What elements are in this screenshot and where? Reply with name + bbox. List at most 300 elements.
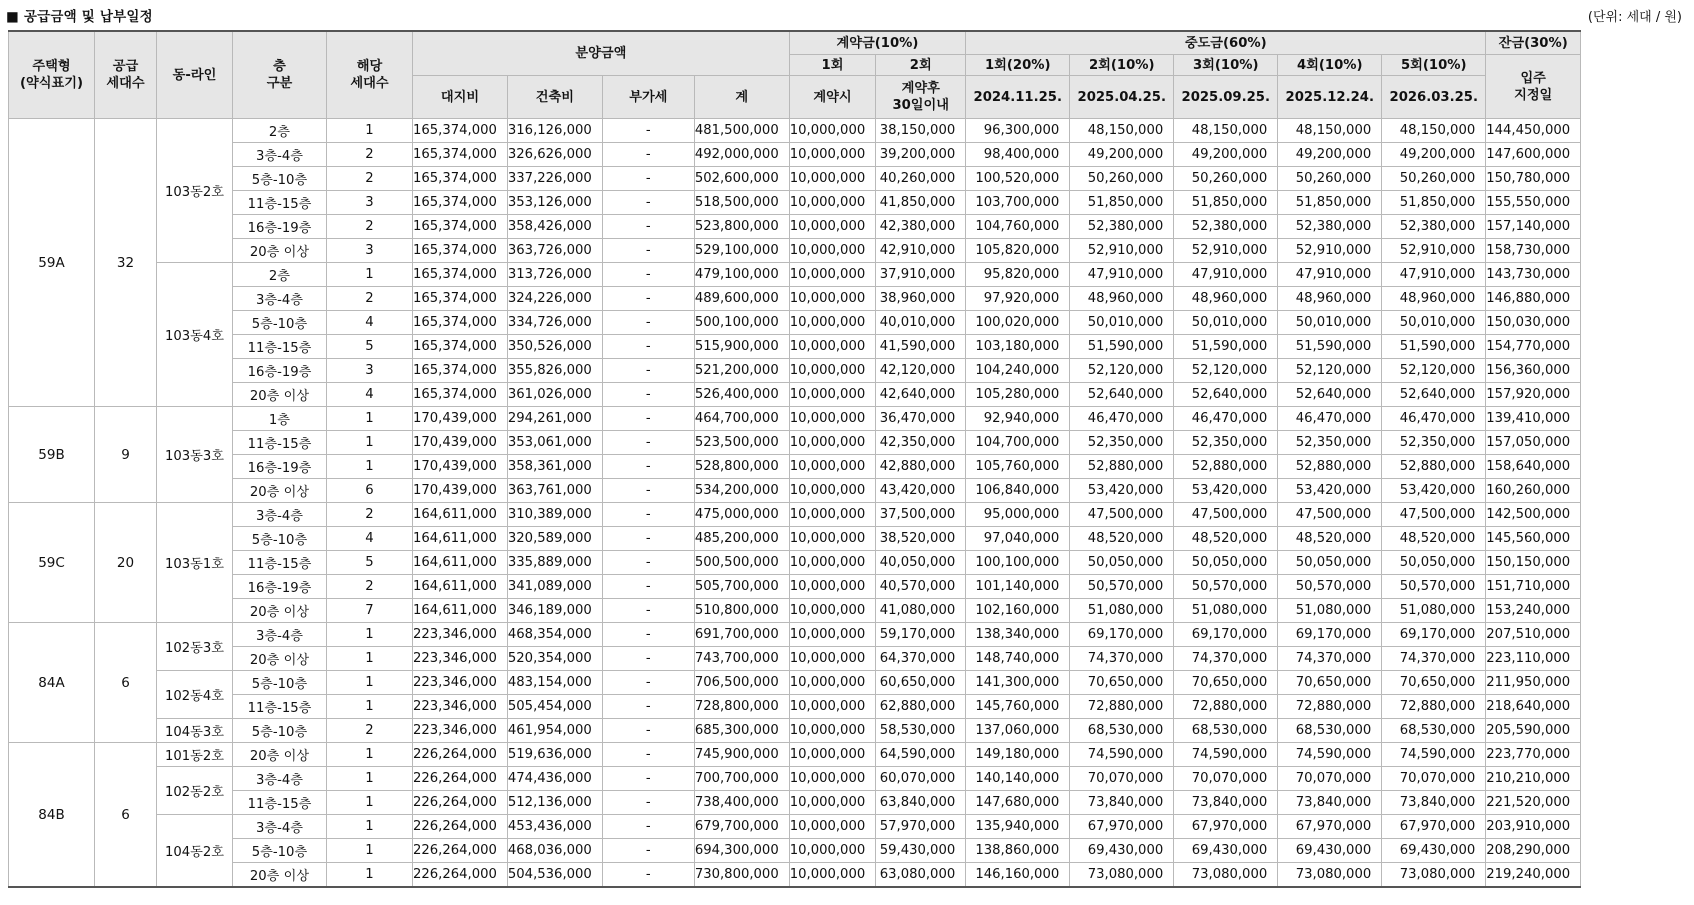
- header-dep2: 2회: [876, 55, 966, 76]
- table-cell: 2: [327, 503, 413, 527]
- table-cell: 48,520,000: [1174, 527, 1278, 551]
- table-cell: 51,590,000: [1070, 335, 1174, 359]
- table-cell: -: [602, 671, 694, 695]
- table-cell: 140,140,000: [966, 767, 1070, 791]
- header-mid3: 3회(10%): [1174, 55, 1278, 76]
- unit-note: (단위: 세대 / 원): [1587, 10, 1682, 25]
- table-cell: -: [602, 767, 694, 791]
- table-cell: 165,374,000: [413, 359, 508, 383]
- table-cell: 52,640,000: [1174, 383, 1278, 407]
- table-cell: 96,300,000: [966, 119, 1070, 143]
- table-cell: 2: [327, 719, 413, 743]
- table-cell: 1: [327, 767, 413, 791]
- table-cell: 52,120,000: [1070, 359, 1174, 383]
- table-cell: 70,070,000: [1174, 767, 1278, 791]
- table-cell: 138,340,000: [966, 623, 1070, 647]
- table-cell: 730,800,000: [694, 863, 789, 888]
- table-cell: 48,960,000: [1278, 287, 1382, 311]
- table-cell: 42,380,000: [876, 215, 966, 239]
- table-cell: 165,374,000: [413, 119, 508, 143]
- table-cell: 74,590,000: [1278, 743, 1382, 767]
- table-cell: 453,436,000: [507, 815, 602, 839]
- table-row: [9, 719, 1581, 743]
- table-cell: 145,760,000: [966, 695, 1070, 719]
- table-cell: 49,200,000: [1278, 143, 1382, 167]
- table-cell: 10,000,000: [789, 863, 876, 888]
- table-cell: 139,410,000: [1486, 407, 1581, 431]
- table-cell: 154,770,000: [1486, 335, 1581, 359]
- table-cell: -: [602, 551, 694, 575]
- table-body: [9, 119, 1581, 888]
- table-cell: 72,880,000: [1070, 695, 1174, 719]
- table-cell: 141,300,000: [966, 671, 1070, 695]
- table-cell: 5층-10층: [233, 839, 327, 863]
- table-cell: 504,536,000: [507, 863, 602, 888]
- table-cell: 1: [327, 623, 413, 647]
- table-cell: 46,470,000: [1070, 407, 1174, 431]
- table-cell: -: [602, 239, 694, 263]
- table-cell: -: [602, 311, 694, 335]
- table-cell: 479,100,000: [694, 263, 789, 287]
- table-cell: 165,374,000: [413, 311, 508, 335]
- table-cell: 70,650,000: [1070, 671, 1174, 695]
- table-cell: 73,080,000: [1070, 863, 1174, 888]
- table-cell: 37,500,000: [876, 503, 966, 527]
- header-units: 해당 세대수: [327, 31, 413, 119]
- table-cell: 58,530,000: [876, 719, 966, 743]
- table-cell: 10,000,000: [789, 335, 876, 359]
- table-cell: 50,050,000: [1382, 551, 1486, 575]
- table-cell: 52,910,000: [1278, 239, 1382, 263]
- table-cell: 38,960,000: [876, 287, 966, 311]
- table-cell: 52,640,000: [1382, 383, 1486, 407]
- table-cell: 70,070,000: [1382, 767, 1486, 791]
- table-cell: 358,361,000: [507, 455, 602, 479]
- table-cell: 528,800,000: [694, 455, 789, 479]
- table-cell: 103,700,000: [966, 191, 1070, 215]
- table-cell: 68,530,000: [1174, 719, 1278, 743]
- table-row: [9, 623, 1581, 647]
- table-cell: 50,010,000: [1382, 311, 1486, 335]
- price-schedule-table: [8, 30, 1581, 888]
- table-cell: 52,640,000: [1070, 383, 1174, 407]
- table-cell: 218,640,000: [1486, 695, 1581, 719]
- table-cell: 358,426,000: [507, 215, 602, 239]
- table-cell: 73,080,000: [1382, 863, 1486, 888]
- table-cell: 20층 이상: [233, 239, 327, 263]
- table-cell: 500,500,000: [694, 551, 789, 575]
- header-type: 주택형 (약식표기): [9, 31, 95, 119]
- table-cell: 50,050,000: [1174, 551, 1278, 575]
- table-cell: 41,850,000: [876, 191, 966, 215]
- table-cell: 47,500,000: [1174, 503, 1278, 527]
- table-cell: 679,700,000: [694, 815, 789, 839]
- table-cell: 706,500,000: [694, 671, 789, 695]
- table-cell: 221,520,000: [1486, 791, 1581, 815]
- table-cell: 474,436,000: [507, 767, 602, 791]
- table-cell: 144,450,000: [1486, 119, 1581, 143]
- table-cell: 165,374,000: [413, 143, 508, 167]
- table-cell: 147,600,000: [1486, 143, 1581, 167]
- table-cell: 104,760,000: [966, 215, 1070, 239]
- table-cell: 10,000,000: [789, 167, 876, 191]
- table-cell: 10,000,000: [789, 551, 876, 575]
- header-mid2: 2회(10%): [1070, 55, 1174, 76]
- table-cell: 52,910,000: [1174, 239, 1278, 263]
- table-cell: 53,420,000: [1382, 479, 1486, 503]
- table-cell: 3층-4층: [233, 287, 327, 311]
- table-cell: 203,910,000: [1486, 815, 1581, 839]
- cell-supply: 32: [95, 119, 157, 407]
- table-cell: 69,430,000: [1278, 839, 1382, 863]
- table-cell: -: [602, 623, 694, 647]
- table-cell: 521,200,000: [694, 359, 789, 383]
- table-cell: 40,570,000: [876, 575, 966, 599]
- table-cell: 42,350,000: [876, 431, 966, 455]
- table-cell: 105,280,000: [966, 383, 1070, 407]
- table-row: [9, 215, 1581, 239]
- table-cell: 489,600,000: [694, 287, 789, 311]
- cell-supply: 6: [95, 623, 157, 743]
- table-cell: 149,180,000: [966, 743, 1070, 767]
- table-cell: 10,000,000: [789, 719, 876, 743]
- table-cell: 1: [327, 839, 413, 863]
- table-cell: 165,374,000: [413, 239, 508, 263]
- header-dep1: 1회: [789, 55, 876, 76]
- table-cell: 47,500,000: [1070, 503, 1174, 527]
- cell-dong-line: 102동4호: [157, 671, 233, 719]
- table-cell: 50,050,000: [1278, 551, 1382, 575]
- table-cell: 226,264,000: [413, 767, 508, 791]
- table-cell: -: [602, 263, 694, 287]
- table-cell: 40,010,000: [876, 311, 966, 335]
- table-cell: 3: [327, 191, 413, 215]
- table-cell: 143,730,000: [1486, 263, 1581, 287]
- table-cell: 518,500,000: [694, 191, 789, 215]
- table-cell: 41,080,000: [876, 599, 966, 623]
- table-cell: 10,000,000: [789, 839, 876, 863]
- table-cell: 10,000,000: [789, 623, 876, 647]
- table-cell: -: [602, 599, 694, 623]
- table-cell: 51,080,000: [1174, 599, 1278, 623]
- table-row: [9, 479, 1581, 503]
- table-cell: 48,150,000: [1278, 119, 1382, 143]
- table-cell: 47,910,000: [1278, 263, 1382, 287]
- table-cell: 64,590,000: [876, 743, 966, 767]
- table-cell: 310,389,000: [507, 503, 602, 527]
- table-cell: 74,590,000: [1382, 743, 1486, 767]
- table-cell: 74,370,000: [1382, 647, 1486, 671]
- table-cell: 53,420,000: [1070, 479, 1174, 503]
- cell-supply: 9: [95, 407, 157, 503]
- table-cell: 165,374,000: [413, 167, 508, 191]
- table-cell: 20층 이상: [233, 599, 327, 623]
- table-cell: 208,290,000: [1486, 839, 1581, 863]
- table-cell: 223,346,000: [413, 695, 508, 719]
- table-cell: 51,850,000: [1070, 191, 1174, 215]
- table-cell: 64,370,000: [876, 647, 966, 671]
- table-cell: 51,850,000: [1278, 191, 1382, 215]
- table-cell: 363,726,000: [507, 239, 602, 263]
- table-cell: 10,000,000: [789, 479, 876, 503]
- table-cell: 73,080,000: [1174, 863, 1278, 888]
- table-cell: 5: [327, 551, 413, 575]
- table-cell: -: [602, 167, 694, 191]
- table-cell: 468,354,000: [507, 623, 602, 647]
- table-cell: 4: [327, 383, 413, 407]
- table-row: [9, 815, 1581, 839]
- table-cell: 520,354,000: [507, 647, 602, 671]
- table-cell: 700,700,000: [694, 767, 789, 791]
- header-dong-line: 동-라인: [157, 31, 233, 119]
- table-row: [9, 575, 1581, 599]
- table-cell: 165,374,000: [413, 263, 508, 287]
- table-cell: 52,880,000: [1070, 455, 1174, 479]
- table-cell: 50,010,000: [1070, 311, 1174, 335]
- table-cell: -: [602, 479, 694, 503]
- table-cell: 47,500,000: [1382, 503, 1486, 527]
- header-mid5: 5회(10%): [1382, 55, 1486, 76]
- table-cell: 95,820,000: [966, 263, 1070, 287]
- table-cell: 60,070,000: [876, 767, 966, 791]
- table-cell: 50,570,000: [1278, 575, 1382, 599]
- table-cell: 11층-15층: [233, 335, 327, 359]
- table-cell: 10,000,000: [789, 263, 876, 287]
- table-cell: 1: [327, 407, 413, 431]
- table-cell: 1: [327, 455, 413, 479]
- table-cell: 155,550,000: [1486, 191, 1581, 215]
- table-cell: 170,439,000: [413, 455, 508, 479]
- table-cell: 51,850,000: [1382, 191, 1486, 215]
- table-cell: 74,590,000: [1070, 743, 1174, 767]
- table-cell: 52,350,000: [1070, 431, 1174, 455]
- table-cell: 11층-15층: [233, 551, 327, 575]
- table-cell: 73,080,000: [1278, 863, 1382, 888]
- table-cell: 335,889,000: [507, 551, 602, 575]
- table-cell: 38,520,000: [876, 527, 966, 551]
- table-cell: 468,036,000: [507, 839, 602, 863]
- table-cell: 46,470,000: [1382, 407, 1486, 431]
- table-cell: 534,200,000: [694, 479, 789, 503]
- table-cell: 69,170,000: [1382, 623, 1486, 647]
- table-cell: 6: [327, 479, 413, 503]
- table-cell: 1: [327, 647, 413, 671]
- table-cell: 48,520,000: [1382, 527, 1486, 551]
- table-cell: 2: [327, 143, 413, 167]
- cell-dong-line: 103동2호: [157, 119, 233, 263]
- table-row: [9, 143, 1581, 167]
- table-cell: 148,740,000: [966, 647, 1070, 671]
- table-cell: -: [602, 743, 694, 767]
- table-row: [9, 647, 1581, 671]
- table-cell: 10,000,000: [789, 215, 876, 239]
- table-cell: 223,346,000: [413, 647, 508, 671]
- table-cell: 164,611,000: [413, 527, 508, 551]
- table-cell: 73,840,000: [1174, 791, 1278, 815]
- table-cell: 350,526,000: [507, 335, 602, 359]
- header-balance-when: 입주 지정일: [1486, 55, 1581, 119]
- table-cell: 7: [327, 599, 413, 623]
- table-cell: 3층-4층: [233, 503, 327, 527]
- table-cell: 164,611,000: [413, 599, 508, 623]
- table-row: [9, 839, 1581, 863]
- table-cell: 73,840,000: [1278, 791, 1382, 815]
- table-cell: 10,000,000: [789, 527, 876, 551]
- table-cell: 223,346,000: [413, 623, 508, 647]
- table-cell: 464,700,000: [694, 407, 789, 431]
- table-cell: -: [602, 815, 694, 839]
- table-cell: 10,000,000: [789, 311, 876, 335]
- table-cell: 63,840,000: [876, 791, 966, 815]
- table-cell: 505,700,000: [694, 575, 789, 599]
- table-cell: 50,260,000: [1382, 167, 1486, 191]
- table-cell: 20층 이상: [233, 479, 327, 503]
- table-cell: 505,454,000: [507, 695, 602, 719]
- table-cell: 73,840,000: [1070, 791, 1174, 815]
- table-cell: 70,070,000: [1278, 767, 1382, 791]
- table-cell: 48,960,000: [1070, 287, 1174, 311]
- table-cell: 43,420,000: [876, 479, 966, 503]
- table-cell: 48,150,000: [1070, 119, 1174, 143]
- table-cell: 52,380,000: [1278, 215, 1382, 239]
- cell-type: 59A: [9, 119, 95, 407]
- table-cell: 97,040,000: [966, 527, 1070, 551]
- cell-type: 59C: [9, 503, 95, 623]
- table-cell: 5층-10층: [233, 311, 327, 335]
- table-cell: 10,000,000: [789, 191, 876, 215]
- table-cell: 50,010,000: [1278, 311, 1382, 335]
- table-cell: 694,300,000: [694, 839, 789, 863]
- table-cell: 1: [327, 263, 413, 287]
- cell-dong-line: 102동2호: [157, 767, 233, 815]
- table-cell: 1: [327, 791, 413, 815]
- table-cell: 510,800,000: [694, 599, 789, 623]
- table-cell: 2: [327, 167, 413, 191]
- table-cell: -: [602, 719, 694, 743]
- header-supply: 공급 세대수: [95, 31, 157, 119]
- table-cell: 326,626,000: [507, 143, 602, 167]
- table-cell: 68,530,000: [1382, 719, 1486, 743]
- table-cell: 1층: [233, 407, 327, 431]
- table-cell: 47,910,000: [1070, 263, 1174, 287]
- table-row: [9, 863, 1581, 888]
- table-cell: 20층 이상: [233, 863, 327, 888]
- table-cell: 48,960,000: [1174, 287, 1278, 311]
- table-cell: 70,650,000: [1278, 671, 1382, 695]
- table-cell: 165,374,000: [413, 287, 508, 311]
- table-cell: 147,680,000: [966, 791, 1070, 815]
- table-row: [9, 551, 1581, 575]
- table-cell: 52,120,000: [1382, 359, 1486, 383]
- table-cell: 40,260,000: [876, 167, 966, 191]
- table-cell: 211,950,000: [1486, 671, 1581, 695]
- table-cell: 150,030,000: [1486, 311, 1581, 335]
- cell-dong-line: 101동2호: [157, 743, 233, 767]
- table-cell: 62,880,000: [876, 695, 966, 719]
- table-cell: 685,300,000: [694, 719, 789, 743]
- table-cell: 52,910,000: [1382, 239, 1486, 263]
- table-cell: 16층-19층: [233, 215, 327, 239]
- table-cell: 1: [327, 695, 413, 719]
- table-cell: 10,000,000: [789, 407, 876, 431]
- table-cell: 52,120,000: [1174, 359, 1278, 383]
- table-cell: 20층 이상: [233, 383, 327, 407]
- table-cell: 475,000,000: [694, 503, 789, 527]
- table-cell: -: [602, 431, 694, 455]
- table-cell: 42,120,000: [876, 359, 966, 383]
- table-cell: 11층-15층: [233, 791, 327, 815]
- table-row: [9, 191, 1581, 215]
- table-cell: 52,350,000: [1278, 431, 1382, 455]
- header-mid4-date: 2025.12.24.: [1278, 76, 1382, 119]
- table-cell: 69,430,000: [1382, 839, 1486, 863]
- table-row: [9, 767, 1581, 791]
- table-cell: 10,000,000: [789, 575, 876, 599]
- table-cell: 46,470,000: [1174, 407, 1278, 431]
- table-row: [9, 743, 1581, 767]
- table-cell: 73,840,000: [1382, 791, 1486, 815]
- table-cell: 70,070,000: [1070, 767, 1174, 791]
- table-cell: 49,200,000: [1070, 143, 1174, 167]
- table-cell: 165,374,000: [413, 335, 508, 359]
- table-cell: 745,900,000: [694, 743, 789, 767]
- table-cell: 53,420,000: [1174, 479, 1278, 503]
- table-cell: 50,010,000: [1174, 311, 1278, 335]
- table-cell: 5층-10층: [233, 527, 327, 551]
- table-cell: 738,400,000: [694, 791, 789, 815]
- table-cell: 52,380,000: [1382, 215, 1486, 239]
- header-mid-group: 중도금(60%): [966, 31, 1486, 55]
- table-cell: 52,640,000: [1278, 383, 1382, 407]
- table-cell: -: [602, 455, 694, 479]
- table-cell: 150,150,000: [1486, 551, 1581, 575]
- table-cell: 10,000,000: [789, 455, 876, 479]
- table-cell: 523,800,000: [694, 215, 789, 239]
- table-cell: 151,710,000: [1486, 575, 1581, 599]
- table-row: [9, 527, 1581, 551]
- table-row: [9, 407, 1581, 431]
- table-cell: -: [602, 335, 694, 359]
- table-cell: 2: [327, 215, 413, 239]
- table-cell: -: [602, 863, 694, 888]
- table-cell: 36,470,000: [876, 407, 966, 431]
- header-mid3-date: 2025.09.25.: [1174, 76, 1278, 119]
- table-cell: 74,370,000: [1278, 647, 1382, 671]
- table-cell: 52,380,000: [1174, 215, 1278, 239]
- table-cell: 50,570,000: [1382, 575, 1486, 599]
- table-cell: 10,000,000: [789, 599, 876, 623]
- table-cell: -: [602, 143, 694, 167]
- table-row: [9, 335, 1581, 359]
- table-cell: 69,170,000: [1278, 623, 1382, 647]
- table-cell: 156,360,000: [1486, 359, 1581, 383]
- table-cell: 53,420,000: [1278, 479, 1382, 503]
- table-cell: 47,500,000: [1278, 503, 1382, 527]
- table-row: [9, 167, 1581, 191]
- table-cell: 165,374,000: [413, 383, 508, 407]
- table-cell: 47,910,000: [1382, 263, 1486, 287]
- table-cell: 523,500,000: [694, 431, 789, 455]
- table-cell: 160,260,000: [1486, 479, 1581, 503]
- table-cell: 135,940,000: [966, 815, 1070, 839]
- table-cell: 5: [327, 335, 413, 359]
- table-cell: 205,590,000: [1486, 719, 1581, 743]
- table-row: [9, 791, 1581, 815]
- table-cell: 157,140,000: [1486, 215, 1581, 239]
- table-cell: 40,050,000: [876, 551, 966, 575]
- table-cell: 2: [327, 287, 413, 311]
- cell-type: 84B: [9, 743, 95, 888]
